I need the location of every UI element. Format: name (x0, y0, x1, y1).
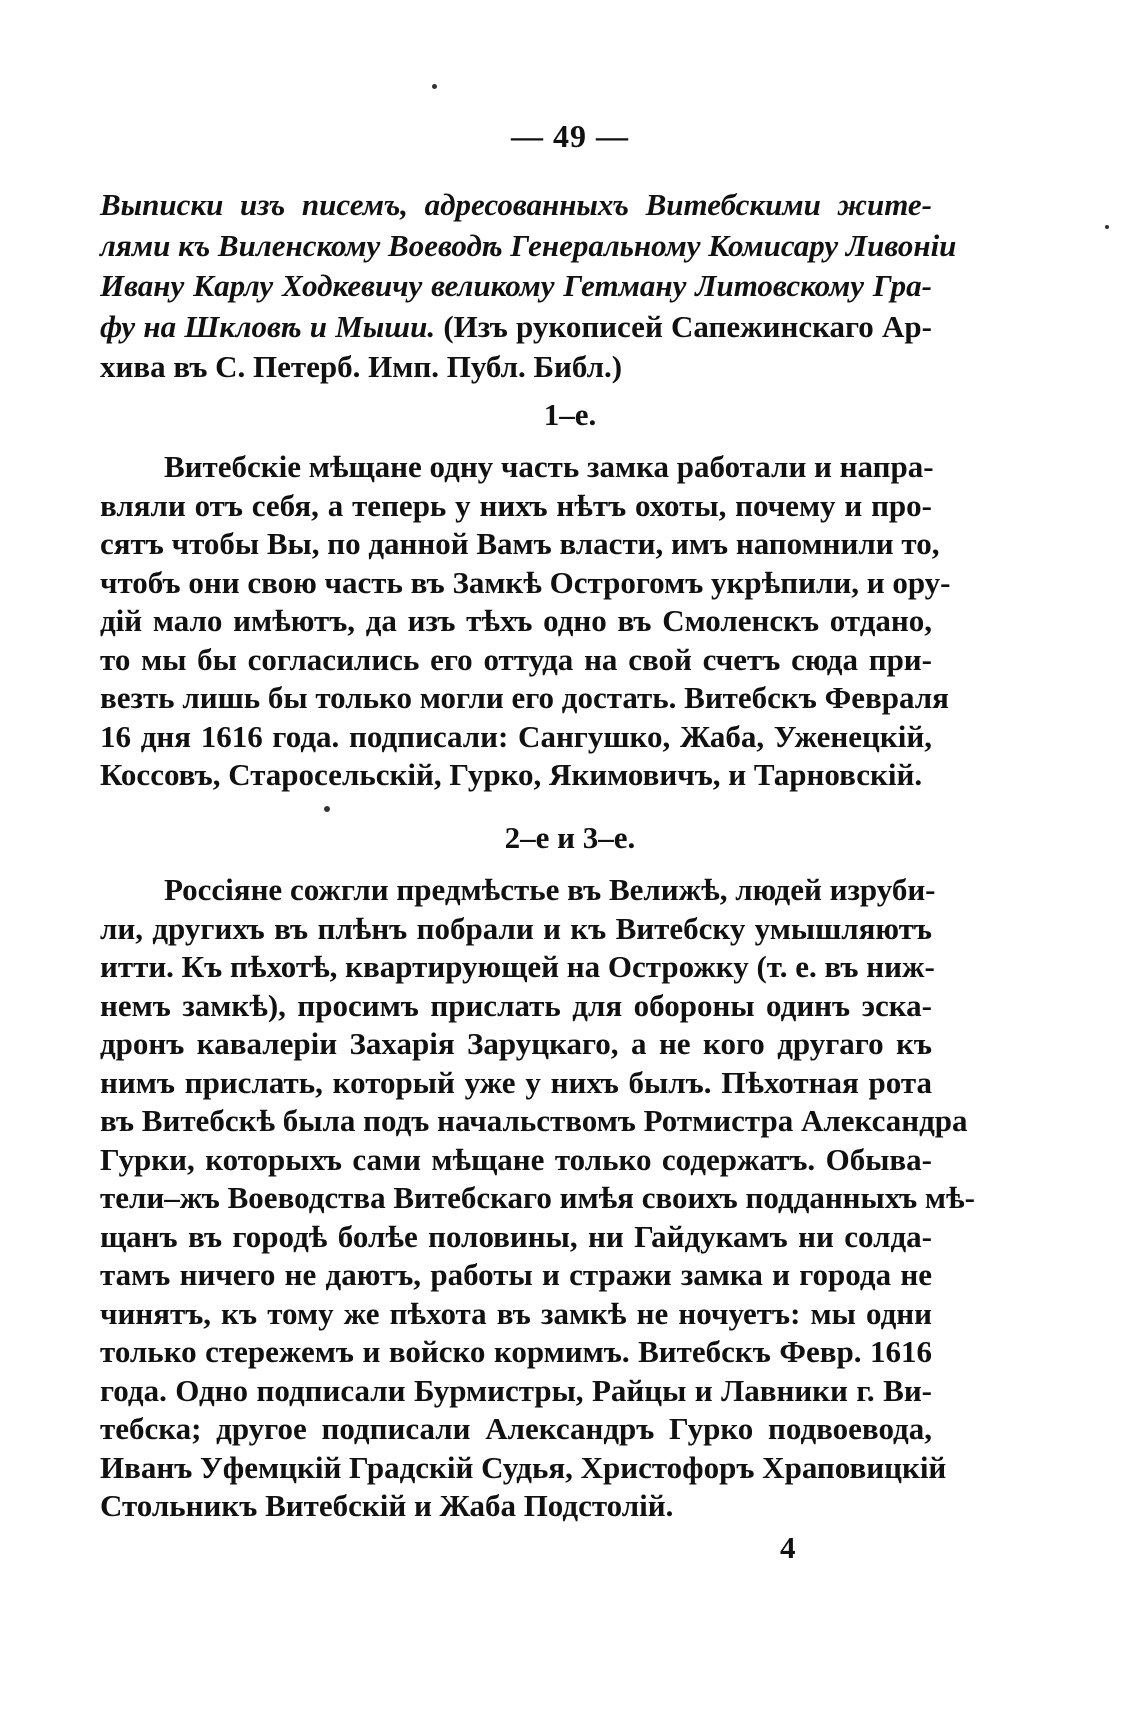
text-line: везть лишь бы только могли его достать. Витебскъ Февраля (100, 680, 949, 715)
intro-line: Выписки изъ писемъ, адресованныхъ Витебскими жите- (100, 187, 932, 222)
intro-line: хива въ С. Петерб. Имп. Публ. Библ.) (100, 349, 623, 384)
text-line: ли, другихъ въ плѣнъ побрали и къ Витебску умышляютъ (100, 910, 932, 946)
intro-paragraph (100, 185, 957, 388)
text-line: года. Одно подписали Бурмистры, Райцы и Лавники г. Ви- (100, 1372, 932, 1408)
text-line: щанъ въ городѣ болѣе половины, ни Гайдукамъ ни солда- (100, 1218, 932, 1254)
intro-line: Ивану Карлу Ходкевичу великому Гетману Литовскому Гра- (100, 268, 932, 303)
text-line: Коссовъ, Старосельскій, Гурко, Якимовичъ, и Тарновскій. (100, 757, 923, 792)
print-speck (324, 806, 330, 812)
text-line: Иванъ Уфемцкій Градскій Судья, Христофоръ Храповицкій (100, 1449, 947, 1485)
text-line: дронъ кавалеріи Захарія Заруцкаго, а не кого другаго къ (100, 1026, 932, 1061)
text-line: чтобъ они свою часть въ Замкѣ Острогомъ укрѣпили, и ору- (100, 564, 951, 600)
section-2-paragraph (100, 871, 975, 1526)
text-line: Россіяне сожгли предмѣстье въ Велижѣ, людей изруби- (164, 872, 936, 907)
section-1-paragraph (100, 448, 951, 795)
text-line: только стережемъ и войско кормимъ. Витебскъ Февр. 1616 (100, 1334, 932, 1369)
text-line: то мы бы согласились его оттуда на свой счетъ сюда при- (100, 641, 932, 677)
section-heading-1: 1–е. (543, 397, 597, 432)
text-line: Гурки, которыхъ сами мѣщане только содержатъ. Обыва- (100, 1141, 932, 1177)
text-line: дій мало имѣютъ, да изъ тѣхъ одно въ Смоленскъ отдано, (100, 603, 932, 638)
text-line: итти. Къ пѣхотѣ, квартирующей на Острожку (т. е. въ ниж- (100, 949, 935, 984)
section-heading-2: 2–е и 3–е. (504, 820, 636, 855)
text-line: вляли отъ себя, а теперь у нихъ нѣтъ охоты, почему и про- (100, 487, 932, 523)
text-line: нимъ прислать, который уже у нихъ былъ. Пѣхотная рота (100, 1064, 932, 1100)
text-line: Витебскіе мѣщане одну часть замка работали и напра- (164, 449, 934, 484)
page-number: — 49 — (511, 118, 629, 154)
text-line: сятъ чтобы Вы, по данной Вамъ власти, имъ напомнили то, (100, 526, 940, 561)
text-line: въ Витебскѣ была подъ начальствомъ Ротмистра Александра (100, 1103, 968, 1138)
print-speck (432, 84, 437, 89)
text-line: чинятъ, къ тому же пѣхота въ замкѣ не ночуетъ: мы одни (100, 1295, 932, 1331)
text-line: тели–жъ Воеводства Витебскаго имѣя своихъ подданныхъ мѣ- (100, 1180, 975, 1215)
text-line: тамъ ничего не даютъ, работы и стражи замка и города не (100, 1257, 932, 1292)
text-line: 16 дня 1616 года. подписали: Сангушко, Жаба, Уженецкій, (100, 718, 932, 754)
signature-mark: 4 (780, 1530, 796, 1565)
text-line: Стольникъ Витебскій и Жаба Подстолій. (100, 1488, 674, 1523)
print-speck (1105, 225, 1109, 229)
intro-line: фу на Шкловѣ и Мыши. (Изъ рукописей Сапежинскаго Ар- (100, 308, 932, 344)
text-line: немъ замкѣ), просимъ прислать для обороны одинъ эска- (100, 987, 932, 1023)
intro-line: лями къ Виленскому Воеводѣ Генеральному Комисару Ливоніи (100, 227, 957, 263)
text-line: тебска; другое подписали Александръ Гурко подвоевода, (100, 1411, 932, 1446)
